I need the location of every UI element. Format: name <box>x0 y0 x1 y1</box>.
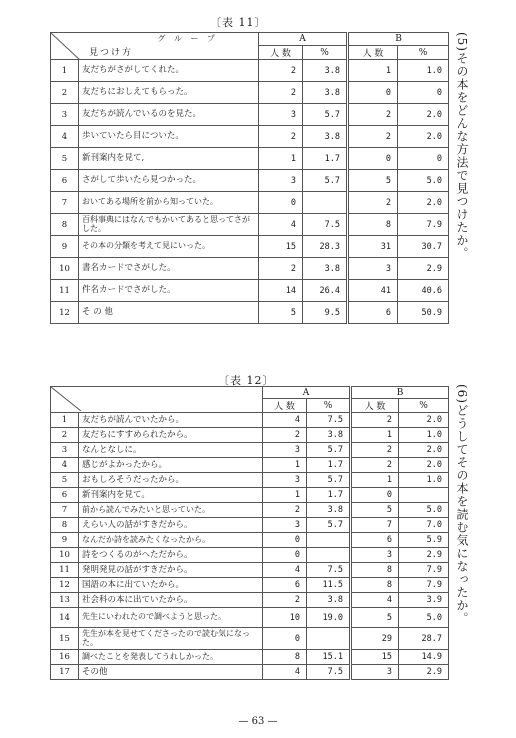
a-count-cell: 3 <box>263 473 307 488</box>
a-pct-cell: 28.3 <box>303 236 348 258</box>
row-text: 友だちがさがしてくれた。 <box>79 60 259 82</box>
a-count-cell: 0 <box>263 548 307 563</box>
b-pct-cell: 1.0 <box>399 473 449 488</box>
table-11 <box>50 32 449 324</box>
a-pct-cell: 3.8 <box>307 503 351 518</box>
a-pct-cell <box>307 548 351 563</box>
b-pct-cell: 5.0 <box>399 608 449 628</box>
row-number: 2 <box>51 428 79 443</box>
group-a-header: A <box>259 33 348 46</box>
a-pct-cell: 15.1 <box>307 650 351 665</box>
row-text: 発明発見の話がすきだから。 <box>79 563 263 578</box>
a-count-cell: 4 <box>263 413 307 428</box>
a-count-cell: 3 <box>259 170 303 192</box>
b-pct-cell: 2.0 <box>399 443 449 458</box>
a-count-cell: 6 <box>263 578 307 593</box>
a-pct-cell: 7.5 <box>307 413 351 428</box>
a-pct-cell: 3.8 <box>303 126 348 148</box>
diagonal-line-icon <box>51 33 259 60</box>
b-pct-cell: 5.0 <box>398 170 449 192</box>
a-pct-cell: 1.7 <box>307 458 351 473</box>
b-count-cell: 5 <box>351 503 399 518</box>
table-row <box>51 280 449 302</box>
b-pct-cell: 7.0 <box>399 518 449 533</box>
b-count-cell: 8 <box>351 563 399 578</box>
row-number: 6 <box>51 488 79 503</box>
b-pct-cell: 0 <box>398 148 449 170</box>
b-pct-cell: 2.0 <box>398 104 449 126</box>
b-count-cell: 2 <box>351 443 399 458</box>
row-text: そ の 他 <box>79 302 259 324</box>
row-text: 書名カードでさがした。 <box>79 258 259 280</box>
group-a-header: A <box>263 387 351 399</box>
a-count-cell: 2 <box>263 503 307 518</box>
table-11-corner-header <box>51 33 259 60</box>
row-number: 12 <box>51 302 79 324</box>
row-text: その本の分類を考えて見にいった。 <box>79 236 259 258</box>
a-count-cell: 4 <box>263 665 307 680</box>
a-pct-cell: 7.5 <box>307 563 351 578</box>
b-count-cell: 1 <box>351 428 399 443</box>
a-count-cell: 3 <box>263 518 307 533</box>
table-row <box>51 488 449 503</box>
table-row <box>51 104 449 126</box>
b-count-cell: 41 <box>348 280 398 302</box>
a-pct-cell: 5.7 <box>307 443 351 458</box>
table-row <box>51 578 449 593</box>
row-number: 2 <box>51 82 79 104</box>
b-pct-cell: 2.0 <box>399 458 449 473</box>
a-count-cell: 2 <box>259 126 303 148</box>
a-count-cell: 2 <box>259 60 303 82</box>
table-row <box>51 518 449 533</box>
a-count-cell: 1 <box>259 148 303 170</box>
table-row <box>51 665 449 680</box>
row-text: 感じがよかったから。 <box>79 458 263 473</box>
question-6-label: (6)どうしてその本を読む気になったか。 <box>455 384 469 625</box>
row-number: 17 <box>51 665 79 680</box>
row-number: 1 <box>51 413 79 428</box>
table-row <box>51 413 449 428</box>
a-count-cell: 5 <box>259 302 303 324</box>
a-count-cell: 10 <box>263 608 307 628</box>
method-label: 見つけ方 <box>89 48 134 58</box>
b-pct-cell: 2.9 <box>399 665 449 680</box>
b-pct-cell: 40.6 <box>398 280 449 302</box>
b-count-cell: 15 <box>351 650 399 665</box>
a-pct-cell: 7.5 <box>303 214 348 236</box>
a-pct-cell: 3.8 <box>303 258 348 280</box>
b-pct-cell: 50.9 <box>398 302 449 324</box>
b-count-cell: 6 <box>351 533 399 548</box>
b-pct-cell: 2.9 <box>399 548 449 563</box>
row-text: 歩いていたら目についた。 <box>79 126 259 148</box>
a-pct-cell: 26.4 <box>303 280 348 302</box>
b-count-cell: 8 <box>351 578 399 593</box>
b-pct-cell: 14.9 <box>399 650 449 665</box>
row-text: 国語の本に出ていたから。 <box>79 578 263 593</box>
a-pct-cell: 1.7 <box>303 148 348 170</box>
row-number: 11 <box>51 563 79 578</box>
row-text: 先生が本を見せてくださったので読む気になった。 <box>79 628 263 650</box>
b-count-cell: 2 <box>348 104 398 126</box>
row-number: 4 <box>51 458 79 473</box>
table-12-caption: 〔表 12〕 <box>218 374 275 387</box>
a-count-cell: 15 <box>259 236 303 258</box>
group-b-header: B <box>348 33 449 46</box>
a-count-cell: 2 <box>263 593 307 608</box>
a-pct-cell <box>307 533 351 548</box>
b-count-header: 人 数 <box>348 46 398 60</box>
b-pct-cell: 5.0 <box>399 503 449 518</box>
row-text: 調べたことを発表してうれしかった。 <box>79 650 263 665</box>
table-row <box>51 548 449 563</box>
b-pct-cell: 2.0 <box>398 126 449 148</box>
row-number: 9 <box>51 533 79 548</box>
page-number: — 63 — <box>238 716 278 727</box>
row-text: 友だちにすすめられたから。 <box>79 428 263 443</box>
table-row <box>51 608 449 628</box>
b-pct-cell: 7.9 <box>399 563 449 578</box>
a-count-header: 人 数 <box>259 46 303 60</box>
row-text: 詩をつくるのがへただから。 <box>79 548 263 563</box>
b-count-header: 人 数 <box>351 399 399 413</box>
b-count-cell: 4 <box>351 593 399 608</box>
row-text: 友だちが読んでいたから。 <box>79 413 263 428</box>
table-row <box>51 236 449 258</box>
table-row <box>51 60 449 82</box>
table-row <box>51 628 449 650</box>
row-text: なんだか詩を読みたくなったから。 <box>79 533 263 548</box>
row-text: さがして歩いたら見つかった。 <box>79 170 259 192</box>
group-label: グ ル ー プ <box>157 34 218 43</box>
a-count-header: 人 数 <box>263 399 307 413</box>
table-row <box>51 428 449 443</box>
table-row <box>51 458 449 473</box>
table-row <box>51 192 449 214</box>
a-count-cell: 2 <box>263 428 307 443</box>
row-number: 12 <box>51 578 79 593</box>
b-pct-cell: 0 <box>398 82 449 104</box>
b-pct-cell: 28.7 <box>399 628 449 650</box>
b-count-cell: 1 <box>348 60 398 82</box>
table-row <box>51 170 449 192</box>
table-11-caption: 〔表 11〕 <box>210 16 267 29</box>
a-pct-cell: 3.8 <box>307 593 351 608</box>
a-pct-cell: 7.5 <box>307 665 351 680</box>
b-count-cell: 3 <box>351 665 399 680</box>
b-count-cell: 5 <box>348 170 398 192</box>
b-pct-header: % <box>399 399 449 413</box>
a-pct-cell: 5.7 <box>307 518 351 533</box>
table-row <box>51 593 449 608</box>
a-pct-cell: 3.8 <box>303 82 348 104</box>
row-number: 8 <box>51 518 79 533</box>
group-b-header: B <box>351 387 449 399</box>
b-pct-cell: 1.0 <box>399 428 449 443</box>
row-number: 5 <box>51 148 79 170</box>
row-number: 3 <box>51 104 79 126</box>
b-count-cell: 3 <box>348 258 398 280</box>
b-count-cell: 2 <box>351 458 399 473</box>
row-text: 友だちにおしえてもらった。 <box>79 82 259 104</box>
b-count-cell: 5 <box>351 608 399 628</box>
row-text: その他 <box>79 665 263 680</box>
b-count-cell: 2 <box>351 413 399 428</box>
table-12 <box>50 386 449 680</box>
row-number: 10 <box>51 548 79 563</box>
row-text: なんとなしに。 <box>79 443 263 458</box>
row-number: 15 <box>51 628 79 650</box>
row-text: 友だちが読んでいるのを見た。 <box>79 104 259 126</box>
a-count-cell: 3 <box>259 104 303 126</box>
a-count-cell: 14 <box>259 280 303 302</box>
a-count-cell: 3 <box>263 443 307 458</box>
question-5-label: (5)その本をどんな方法で見つけたか。 <box>455 32 469 260</box>
b-pct-cell: 2.0 <box>399 413 449 428</box>
row-text: 百科事典にはなんでもかいてあると思ってさがした。 <box>79 214 259 236</box>
table-row <box>51 302 449 324</box>
row-number: 4 <box>51 126 79 148</box>
a-pct-cell: 5.7 <box>303 170 348 192</box>
row-number: 16 <box>51 650 79 665</box>
b-pct-cell: 30.7 <box>398 236 449 258</box>
a-count-cell: 0 <box>263 533 307 548</box>
b-pct-cell: 5.9 <box>399 533 449 548</box>
b-count-cell: 31 <box>348 236 398 258</box>
table-row <box>51 473 449 488</box>
a-pct-cell: 11.5 <box>307 578 351 593</box>
a-pct-cell: 19.0 <box>307 608 351 628</box>
row-number: 8 <box>51 214 79 236</box>
table-row <box>51 258 449 280</box>
a-pct-cell: 3.8 <box>303 60 348 82</box>
a-count-cell: 8 <box>263 650 307 665</box>
b-count-cell: 8 <box>348 214 398 236</box>
a-count-cell: 1 <box>263 458 307 473</box>
row-number: 5 <box>51 473 79 488</box>
b-count-cell: 7 <box>351 518 399 533</box>
table-row <box>51 533 449 548</box>
a-count-cell: 2 <box>259 258 303 280</box>
a-count-cell: 4 <box>259 214 303 236</box>
a-pct-cell <box>307 628 351 650</box>
table-row <box>51 563 449 578</box>
table-row <box>51 126 449 148</box>
a-pct-cell: 9.5 <box>303 302 348 324</box>
b-pct-cell: 7.9 <box>399 578 449 593</box>
table-row <box>51 82 449 104</box>
a-count-cell: 0 <box>263 628 307 650</box>
b-count-cell: 0 <box>348 148 398 170</box>
a-pct-cell: 5.7 <box>303 104 348 126</box>
b-pct-cell <box>399 488 449 503</box>
b-count-cell: 2 <box>348 192 398 214</box>
a-pct-cell: 1.7 <box>307 488 351 503</box>
table-row <box>51 214 449 236</box>
b-count-cell: 3 <box>351 548 399 563</box>
row-number: 10 <box>51 258 79 280</box>
b-count-cell: 0 <box>348 82 398 104</box>
b-count-cell: 6 <box>348 302 398 324</box>
a-pct-cell: 5.7 <box>307 473 351 488</box>
row-text: 社会科の本に出ていたから。 <box>79 593 263 608</box>
b-pct-cell: 2.0 <box>398 192 449 214</box>
a-pct-cell: 3.8 <box>307 428 351 443</box>
row-number: 13 <box>51 593 79 608</box>
row-text: おいてある場所を前から知っていた。 <box>79 192 259 214</box>
row-text: 新刊案内を見て。 <box>79 488 263 503</box>
b-count-cell: 29 <box>351 628 399 650</box>
b-count-cell: 2 <box>348 126 398 148</box>
row-number: 1 <box>51 60 79 82</box>
row-number: 11 <box>51 280 79 302</box>
row-number: 6 <box>51 170 79 192</box>
b-pct-cell: 7.9 <box>398 214 449 236</box>
row-text: 件名カードでさがした。 <box>79 280 259 302</box>
a-count-cell: 0 <box>259 192 303 214</box>
row-number: 9 <box>51 236 79 258</box>
row-text: おもしろそうだったから。 <box>79 473 263 488</box>
b-pct-cell: 2.9 <box>398 258 449 280</box>
diagonal-line-icon <box>51 387 263 411</box>
row-text: 前から読んでみたいと思っていた。 <box>79 503 263 518</box>
table-12-corner-header <box>51 387 263 413</box>
table-row <box>51 148 449 170</box>
a-pct-header: % <box>303 46 348 60</box>
row-text: えらい人の話がすきだから。 <box>79 518 263 533</box>
row-number: 7 <box>51 192 79 214</box>
row-number: 3 <box>51 443 79 458</box>
b-pct-header: % <box>398 46 449 60</box>
row-number: 7 <box>51 503 79 518</box>
a-count-cell: 4 <box>263 563 307 578</box>
a-count-cell: 2 <box>259 82 303 104</box>
table-row <box>51 650 449 665</box>
table-row <box>51 503 449 518</box>
b-count-cell: 1 <box>351 473 399 488</box>
b-pct-cell: 3.9 <box>399 593 449 608</box>
row-number: 14 <box>51 608 79 628</box>
row-text: 新刊案内を見て, <box>79 148 259 170</box>
b-count-cell: 0 <box>351 488 399 503</box>
b-pct-cell: 1.0 <box>398 60 449 82</box>
a-pct-cell <box>303 192 348 214</box>
table-row <box>51 443 449 458</box>
row-text: 先生にいわれたので調べようと思った。 <box>79 608 263 628</box>
a-pct-header: % <box>307 399 351 413</box>
a-count-cell: 1 <box>263 488 307 503</box>
